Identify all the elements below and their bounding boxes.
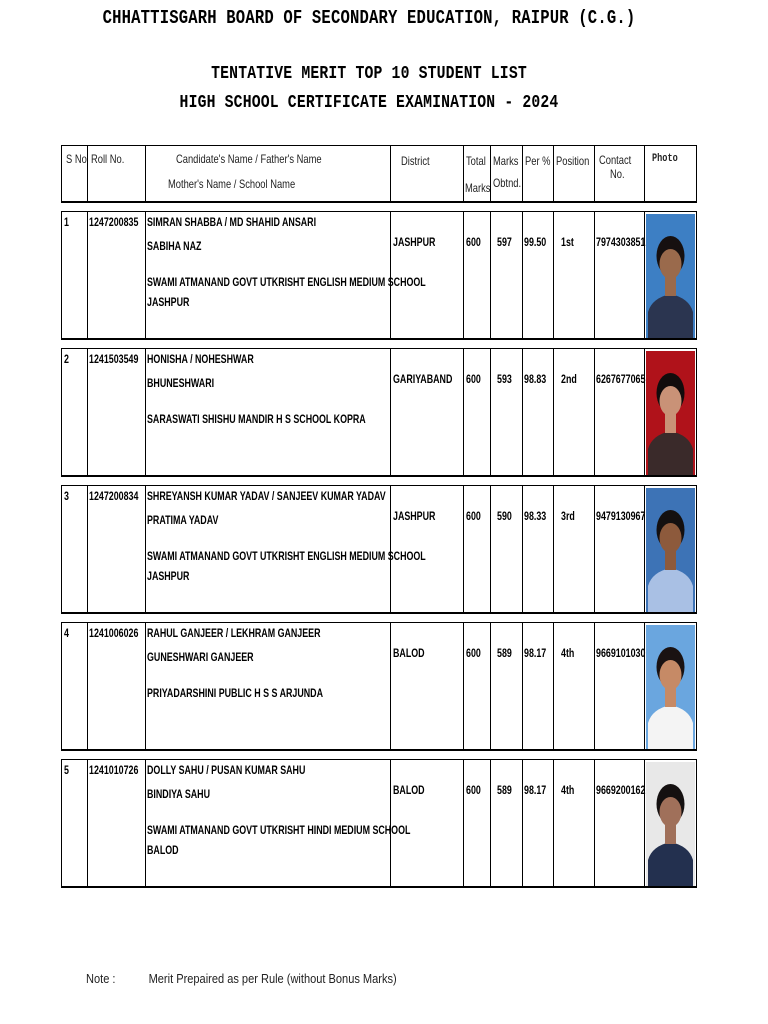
student-photo (646, 488, 695, 612)
percentage: 98.83 (524, 372, 547, 386)
percentage: 99.50 (524, 235, 547, 249)
note-label: Note : (86, 971, 116, 986)
position: 1st (561, 235, 574, 249)
col-mother-school: Mother's Name / School Name (168, 177, 296, 191)
records (61, 211, 697, 888)
board-title: CHHATTISGARH BOARD OF SECONDARY EDUCATION, RAIPUR (C.G.) (102, 7, 636, 29)
candidate-father-name: RAHUL GANJEER / LEKHRAM GANJEER (147, 626, 321, 640)
serial-number: 4 (64, 626, 69, 640)
mother-name: BHUNESHWARI (147, 376, 215, 390)
school-name: SARASWATI SHISHU MANDIR H S SCHOOL KOPRA (147, 412, 366, 426)
col-total-2: Marks (465, 181, 491, 195)
roll-number: 1247200834 (89, 489, 139, 503)
mother-name: PRATIMA YADAV (147, 513, 219, 527)
school-name: PRIYADARSHINI PUBLIC H S S ARJUNDA (147, 686, 323, 700)
list-title: TENTATIVE MERIT TOP 10 STUDENT LIST (211, 64, 527, 84)
table-row (61, 348, 697, 477)
total-marks: 600 (466, 372, 481, 386)
total-marks: 600 (466, 509, 481, 523)
percentage: 98.17 (524, 646, 547, 660)
percentage: 98.33 (524, 509, 547, 523)
district: BALOD (393, 646, 425, 660)
table-row (61, 211, 697, 340)
roll-number: 1247200835 (89, 215, 139, 229)
student-photo (646, 762, 695, 886)
contact-number: 9479130967 (596, 509, 646, 523)
mother-name: GUNESHWARI GANJEER (147, 650, 254, 664)
col-sno: S No (66, 152, 87, 166)
note-text: Merit Prepaired as per Rule (without Bonus Marks) (148, 971, 397, 986)
contact-number: 9669200162 (596, 783, 646, 797)
table-row (61, 622, 697, 751)
roll-number: 1241006026 (89, 626, 139, 640)
position: 3rd (561, 509, 575, 523)
candidate-father-name: HONISHA / NOHESHWAR (147, 352, 254, 366)
col-roll: Roll No. (91, 152, 125, 166)
exam-title: HIGH SCHOOL CERTIFICATE EXAMINATION - 2024 (179, 93, 559, 113)
position: 2nd (561, 372, 577, 386)
mother-name: BINDIYA SAHU (147, 787, 210, 801)
marks-obtained: 589 (497, 783, 512, 797)
contact-number: 9669101030 (596, 646, 646, 660)
serial-number: 3 (64, 489, 69, 503)
col-district: District (401, 154, 430, 168)
col-name: Candidate's Name / Father's Name (176, 152, 322, 166)
contact-number: 7974303851 (596, 235, 646, 249)
school-name-cont: BALOD (147, 843, 179, 857)
col-position: Position (556, 154, 590, 168)
school-name: SWAMI ATMANAND GOVT UTKRISHT HINDI MEDIUM SCHOOL (147, 823, 411, 837)
roll-number: 1241010726 (89, 763, 139, 777)
contact-number: 6267677065 (596, 372, 646, 386)
marks-obtained: 589 (497, 646, 512, 660)
candidate-father-name: SHREYANSH KUMAR YADAV / SANJEEV KUMAR YADAV (147, 489, 386, 503)
district: GARIYABAND (393, 372, 453, 386)
percentage: 98.17 (524, 783, 547, 797)
col-obtained-2: Obtnd. (493, 176, 522, 190)
total-marks: 600 (466, 646, 481, 660)
district: JASHPUR (393, 235, 436, 249)
marks-obtained: 590 (497, 509, 512, 523)
roll-number: 1241503549 (89, 352, 139, 366)
table-header (61, 145, 697, 203)
col-total: Total (466, 154, 486, 168)
total-marks: 600 (466, 783, 481, 797)
school-name: SWAMI ATMANAND GOVT UTKRISHT ENGLISH MEDIUM SCHOOL (147, 549, 426, 563)
position: 4th (561, 783, 575, 797)
marks-obtained: 597 (497, 235, 512, 249)
student-photo (646, 351, 695, 475)
school-name: SWAMI ATMANAND GOVT UTKRISHT ENGLISH MEDIUM SCHOOL (147, 275, 426, 289)
candidate-father-name: SIMRAN SHABBA / MD SHAHID ANSARI (147, 215, 317, 229)
mother-name: SABIHA NAZ (147, 239, 202, 253)
student-photo (646, 625, 695, 749)
table-row (61, 485, 697, 614)
student-photo (646, 214, 695, 338)
total-marks: 600 (466, 235, 481, 249)
district: BALOD (393, 783, 425, 797)
serial-number: 1 (64, 215, 69, 229)
school-name-cont: JASHPUR (147, 569, 190, 583)
position: 4th (561, 646, 575, 660)
col-percent: Per % (525, 154, 551, 168)
serial-number: 5 (64, 763, 69, 777)
table-row (61, 759, 697, 888)
col-photo: Photo (652, 153, 678, 165)
marks-obtained: 593 (497, 372, 512, 386)
school-name-cont: JASHPUR (147, 295, 190, 309)
footer-note (86, 971, 397, 986)
col-obtained: Marks (493, 154, 519, 168)
col-contact-2: No. (610, 167, 625, 181)
district: JASHPUR (393, 509, 436, 523)
candidate-father-name: DOLLY SAHU / PUSAN KUMAR SAHU (147, 763, 306, 777)
col-contact: Contact (599, 153, 632, 167)
serial-number: 2 (64, 352, 69, 366)
merit-table (61, 145, 697, 888)
